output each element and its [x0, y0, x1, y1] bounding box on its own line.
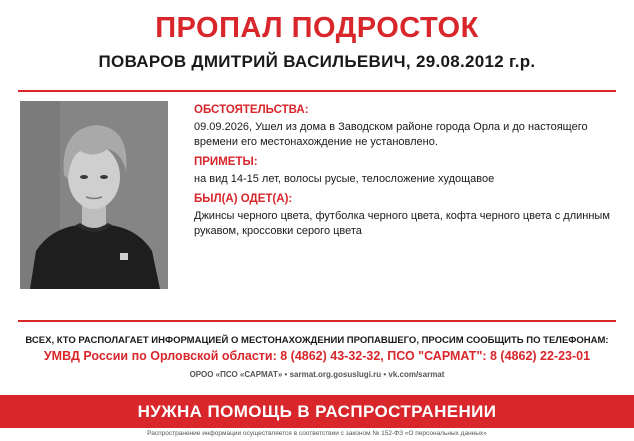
organization-contacts: ОРОО «ПСО «САРМАТ» • sarmat.org.gosuslugi.ru • vk.com/sarmat — [189, 370, 445, 379]
divider-top — [18, 90, 616, 92]
clothing-text: Джинсы черного цвета, футболка черного цвета, кофта черного цвета с длинным рукавом, кроссовки серого цвета — [194, 210, 610, 237]
features-text: на вид 14-15 лет, волосы русые, телосложение худощавое — [194, 173, 495, 185]
features-label: ПРИМЕТЫ: — [194, 156, 258, 168]
help-banner: НУЖНА ПОМОЩЬ В РАСПРОСТРАНЕНИИ — [0, 395, 634, 428]
missing-person-name: ПОВАРОВ ДМИТРИЙ ВАСИЛЬЕВИЧ, 29.08.2012 г.р. — [98, 52, 536, 71]
person-photo — [20, 101, 168, 289]
appeal-text: ВСЕХ, КТО РАСПОЛАГАЕТ ИНФОРМАЦИЕЙ О МЕСТОНАХОЖДЕНИИ ПРОПАВШЕГО, ПРОСИМ СООБЩИТЬ ПО ТЕЛЕФОНАМ: — [25, 335, 609, 346]
clothing-label: БЫЛ(А) ОДЕТ(А): — [194, 193, 293, 205]
legal-footer: Распространение информации осуществляется в соответствии с законом № 152-ФЗ «О персональных данных» — [147, 430, 487, 437]
divider-middle — [18, 320, 616, 322]
contact-phones: УМВД России по Орловской области: 8 (4862) 43-32-32, ПСО "САРМАТ": 8 (4862) 22-23-01 — [43, 349, 591, 363]
circumstances-label: ОБСТОЯТЕЛЬСТВА: — [194, 104, 309, 116]
circumstances-text: 09.09.2026, Ушел из дома в Заводском районе города Орла и до настоящего времени его местонахождение не установлено. — [194, 121, 588, 148]
poster-title: ПРОПАЛ ПОДРОСТОК — [155, 12, 479, 44]
